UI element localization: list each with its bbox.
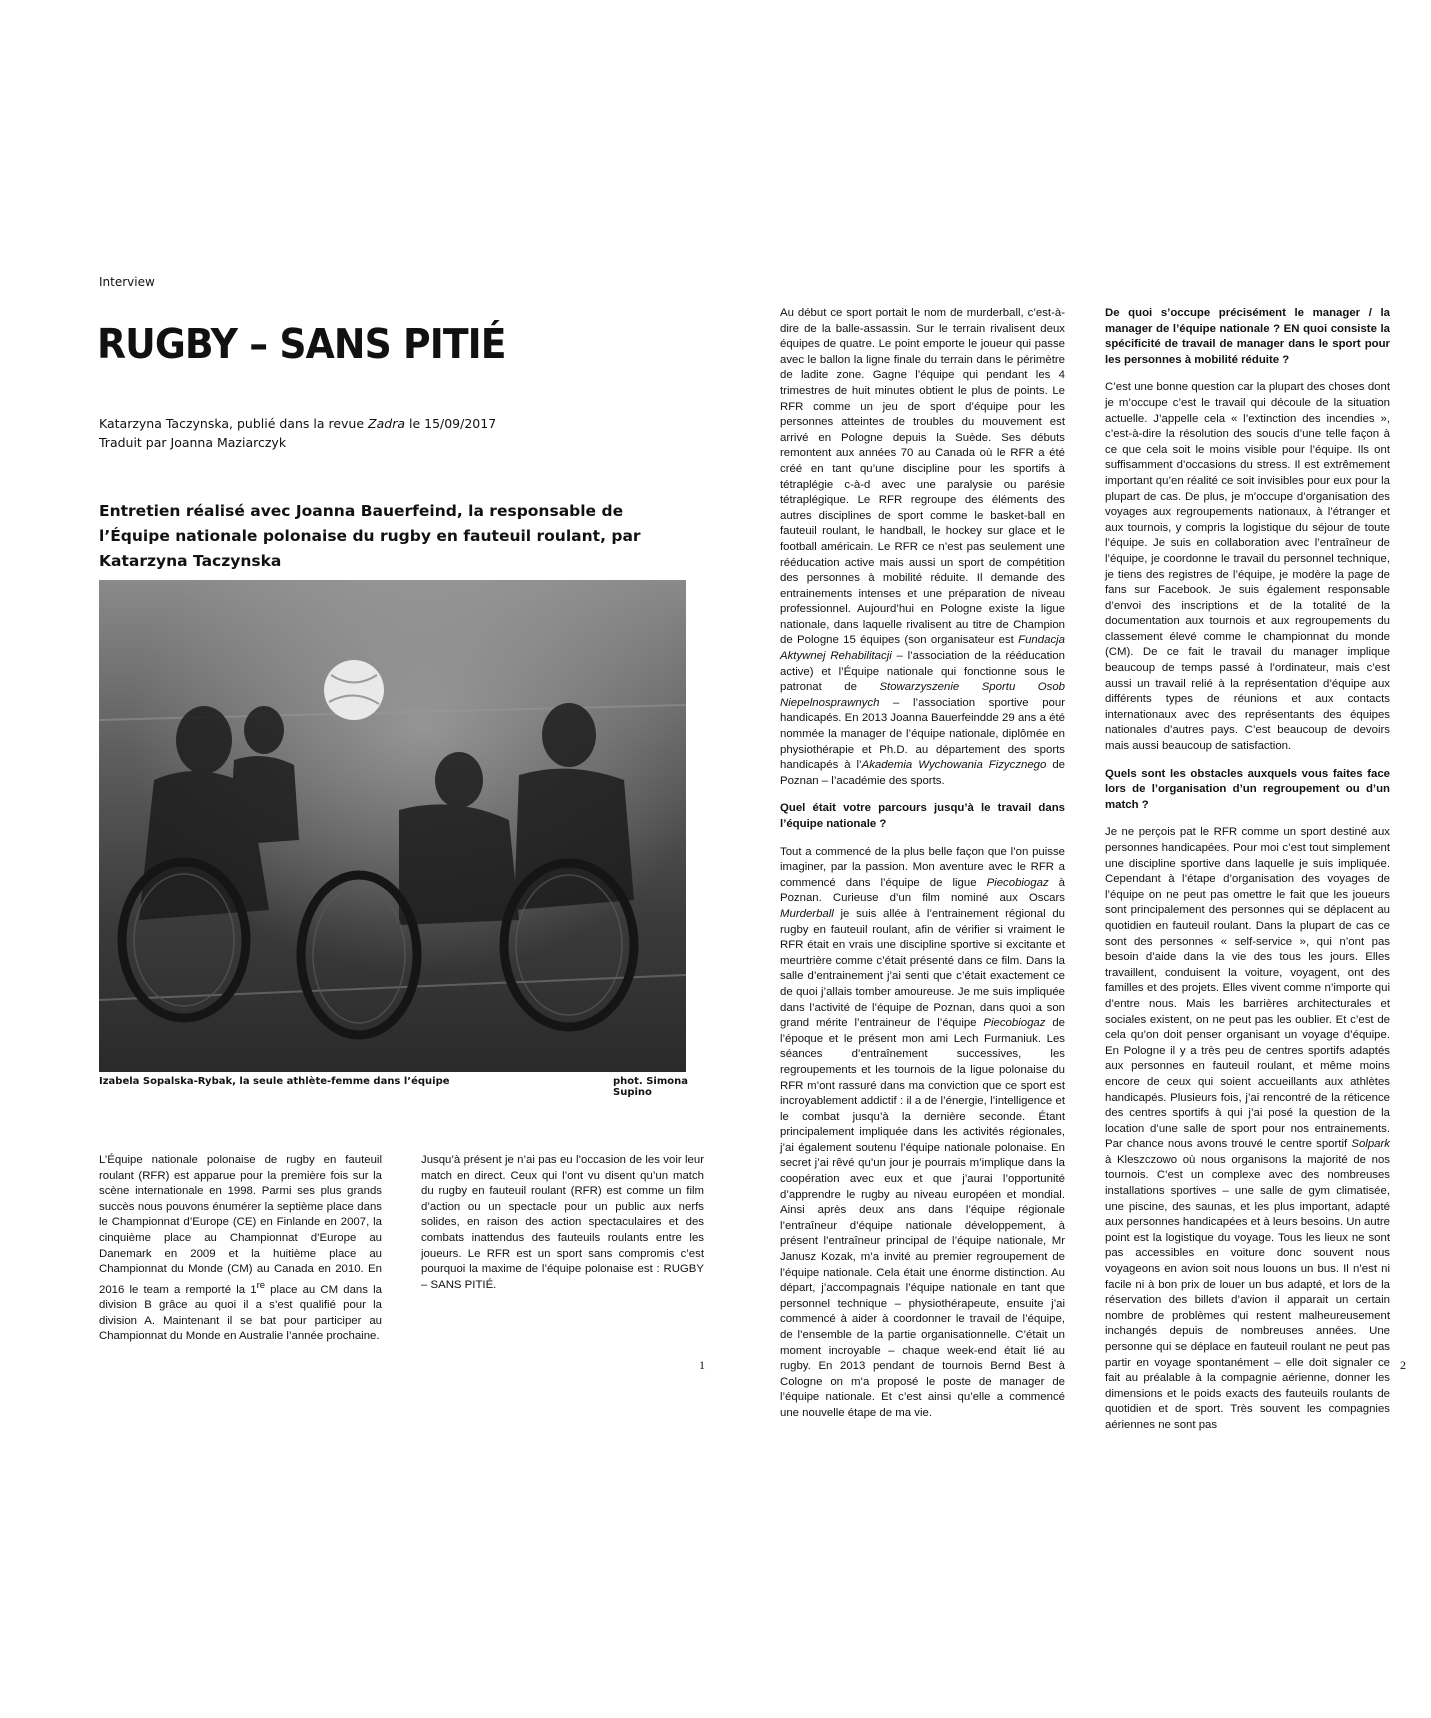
page-2 bbox=[716, 0, 1431, 1718]
article-title: RUGBY – SANS PITIÉ bbox=[97, 320, 506, 368]
byline bbox=[99, 414, 659, 452]
interview-question: De quoi s’occupe précisément le manager / la manager de l’équipe nationale ? EN quoi consiste la spécificité de travail de manager dans le sport pour les personnes à mobilité réduite ? bbox=[1105, 307, 1390, 366]
paragraph: Jusqu’à présent je n’ai pas eu l’occasion de les voir leur match en direct. Ceux qui l’ont vu disent qu’un match du rugby en fauteuil roulant (RFR) est comme un film d’action ou un spectacle pour un public aux nerfs solides, en raison des action spectaculaires et des combats inattendus des fauteuils roulants entre les joueurs. Le RFR est un sport sans compromis c’est pourquoi la maxime de l’équipe polonaise est : RUGBY – SANS PITIÉ. bbox=[421, 1154, 704, 1291]
interview-question: Quels sont les obstacles auxquels vous faites face lors de l’organisation d’un regroupement ou d’un match ? bbox=[1105, 767, 1390, 811]
intro-lede: Entretien réalisé avec Joanna Bauerfeind, la responsable de l’Équipe nationale polonaise du rugby en fauteuil roulant, par Katarzyna Taczynska bbox=[99, 502, 641, 570]
column-1 bbox=[99, 1153, 382, 1345]
page-number: 1 bbox=[699, 1358, 705, 1372]
page-number: 2 bbox=[1400, 1358, 1406, 1372]
paragraph: C’est une bonne question car la plupart des choses dont je m’occupe c’est le travail qui découle de la situation actuelle. J’appelle cela « l’extinction des incendies », c’est-à-dire la résolution des soucis d’une telle façon à ce que cela soit le moins visible pour l’équipe. Ils ont suffisamment d’occasions du stress. Il est extrêmement important qu’en réalité ce soit invisibles pour eux pour la plupart de cas. De plus, je m’occupe d’organisation des voyages aux regroupements nationaux, à l’étranger et aux tournois, y compris la logistique du séjour de toute l’équipe. Je suis en collaboration avec l’entraîneur de l’équipe, je coordonne le travail du personnel technique, je tiens des registres de l’équipe, je modère la page de fans sur Facebook. Je suis également responsable d’envoi des inscriptions et de la totalité de la documentation aux tournois et aux regroupements du classement élevé comme le championnat du monde (CM). De ce fait le travail du manager implique beaucoup de temps passé à l’ordinateur, mais c’est aussi un travail relié à la représentation d’équipe aux différents types de réunions et aux contacts internationaux avec des représentants des équipes nationales d’autres pays. C’est beaucoup de devoirs mais aussi beaucoup de satisfaction. bbox=[1105, 381, 1390, 753]
wheelchair-rugby-photo bbox=[99, 580, 686, 1072]
interview-question: Quel était votre parcours jusqu’à le travail dans l’équipe nationale ? bbox=[780, 802, 1065, 830]
article-photo bbox=[99, 580, 686, 1072]
paragraph: Tout a commencé de la plus belle façon que l’on puisse imaginer, par la passion. Mon aventure avec le RFR a commencé dans l’équipe de ligue Piecobiogaz à Poznan. Curieuse d’un film nominé aux Oscars Murderball je suis allée à l’entrainement régional du rugby en fauteuil roulant, afin de vérifier si vraiment le RFR était en vrais une discipline sportive si excitante et meurtrière comme c’était présenté dans ce film. Dans la salle d’entrainement j’ai senti que c’était exactement ce de quoi j’allais tomber amoureuse. Je me suis impliquée dans l’activité de l’équipe de Poznan, dans quoi a son grand mérite l’entraineur de l’équipe Piecobiogaz de l’époque et le présent mon ami Lech Furmaniuk. Les séances d’entraînement successives, les regroupements et les tournois de la ligue polonaise du RFR m’ont rassuré dans ma conviction que ce sport est incroyablement addictif : il a de l’énergie, l’intelligence et le combat jusqu’à la dernière seconde. Étant principalement impliquée dans les activités régionales, j’ai également soutenu l’équipe nationale polonaise. En secret j’ai rêvé qu’un jour je pourrais m’implique dans la coopération avec eux et que j’aurai l’opportunité d’apprendre le rugby au niveau européen et mondial. Ainsi après deux ans dans l’équipe régionale l’entraîneur d’équipe nationale développement, à présent l’entraîneur principal de l’équipe nationale, Mr Janusz Kozak, m’a invité au premier regroupement de l’équipe nationale. Cela était une énorme distinction. Au départ, j’accompagnais l’équipe nationale en tant que personnel technique – physiothérapeute, ensuite j’ai commencé à aider à coordonner le travail de l’équipe, de l’ensemble de la partie organisationnelle. C’était un moment incroyable – chaque week-end était lié au rugby. En 2013 pendant de tournois Bernd Best à Cologne on m’a proposé le poste de manager de l’équipe nationale. Et c’est ainsi qu’elle a commencé une nouvelle étape de ma vie. bbox=[780, 845, 1066, 1419]
paragraph: Au début ce sport portait le nom de murderball, c’est-à-dire de la balle-assassin. Sur le terrain rivalisent deux équipes de quatre. Le point emporte le joueur qui passe avec le ballon la ligne finale du terrain dans le périmètre de ladite zone. Gagne l’équipe qui pendant les 4 trimestres de huit minutes obtient le plus de points. Le RFR comme un jeu de sport d’équipe pour les personnes atteintes de troubles du mouvement est arrivé en Pologne depuis la Suède. Ses débuts remontent aux années 70 au Canada où le RFR a été créé en tant qu’une discipline pour les sportifs à tétraplégie c-à-d avec une paralysie ou parésie tétraplégique. Le RFR regroupe des éléments des autres disciplines de sport comme le basket-ball en fauteuil roulant, le handball, le hockey sur glace et le football américain. Le RFR ce n’est pas seulement une rééducation active mais aussi un sport de compétition des personnes à mobilité réduite. Il demande des entrainements intenses et une préparation de niveau professionnel. Aujourd’hui en Pologne existe la ligue nationale, dans laquelle rivalisent au titre de Champion de Pologne 15 équipes (son organisateur est Fundacja Aktywnej Rehabilitacji – l’association de la rééducation active) et l’Équipe nationale qui fonctionne sous le patronat de Stowarzyszenie Sportu Osob Niepelnosprawnych – l’association sportive pour handicapés. En 2013 Joanna Bauerfeindde 29 ans a été nommée la manager de l’équipe nationale, diplômée en physiothérapie et Ph.D. au département des sports handicapés à l’Akademia Wychowania Fizycznego de Poznan – l’académie des sports. bbox=[780, 307, 1065, 787]
photo-caption: Izabela Sopalska-Rybak, la seule athlète-femme dans l’équipe bbox=[99, 1076, 450, 1087]
column-2 bbox=[1105, 306, 1390, 1434]
column-1 bbox=[780, 306, 1065, 1422]
magazine-name: Zadra bbox=[368, 416, 405, 431]
byline-author-line: Katarzyna Taczynska, publié dans la revue Zadra le 15/09/2017 bbox=[99, 416, 497, 431]
section-kicker: Interview bbox=[99, 275, 155, 289]
byline-translator-line: Traduit par Joanna Maziarczyk bbox=[99, 435, 287, 450]
photo-credit: phot. Simona Supino bbox=[613, 1076, 688, 1098]
rugby-ball bbox=[324, 660, 384, 720]
paragraph: Je ne perçois pat le RFR comme un sport destiné aux personnes handicapées. Pour moi c’est tout simplement une discipline sportive dans laquelle je suis impliquée. Cependant à l’étape d’organisation des voyages de l’équipe on ne peut pas omettre le fait que les joueurs sont principalement des personnes qui se déplacent au quotidien en fauteuil roulant. Dans la plupart de cas ce sont des personnes « self-service », qui n’ont pas besoin d’aide dans la vie des tous les jours. Elles travaillent, conduisent la voiture, voyagent, ont des familles et des projets. Elles vivent comme n’importe qui d’entre nous. Mais les barrières architecturales et sociales existent, on ne peut pas les oublier. Et c’est de cela qu’on doit penser organisant un voyage d’équipe. En Pologne il y a très peu de centres sportifs adaptés aux personnes en fauteuil roulant, et même moins encore de ceux qui soient accueillants aux athlètes handicapés. Plusieurs fois, j’ai rencontré de la réticence des centres sportifs à qui j’ai posé la question de la location d’une salle de sport pour nos entrainements. Par chance nous avons trouvé le centre sportif Solpark à Kleszczowo où nous organisons la majorité de nos tournois. C’est un complexe avec des nombreuses installations sportives – une salle de gym climatisée, une piscine, des saunas, et les plus important, adapté aux personnes handicapées et à leurs besoins. Un autre point est la logistique du voyage. Tous les lieux ne sont pas accessibles en voiture donc souvent nous voyageons en avion soit nous louons un bus. Il n’est ni facile ni à bon prix de louer un bus adapté, et lors de la réservation des billets d’avion il apparait un certain nombre de problèmes qui restent malheureusement inchangés depuis de nombreuses années. Une personne qui se déplace en fauteuil roulant ne peut pas partir en voyage spontanément – elle doit signaler ce fait au préalable à la compagnie aérienne, donner les dimensions et le poids exacts des fauteuils roulants de quotidien et de sport. Très souvent les compagnies aériennes ne sont pas bbox=[1105, 826, 1390, 1431]
paragraph: L’Équipe nationale polonaise de rugby en fauteuil roulant (RFR) est apparue pour la première fois sur la scène internationale en 1998. Parmi ses plus grands succès nous pouvons énumérer la septième place dans le Championnat d’Europe (CE) en Finlande en 2007, la cinquième place au Championnat d’Europe au Danemark en 2009 et la huitième place au Championnat du Monde (CM) au Canada en 2010. En 2016 le team a remporté la 1re place au CM dans la division B grâce au quoi il a s’est qualifié pour la division A. Maintenant il se bat pour participer au Championnat du Monde en Australie l’année prochaine. bbox=[99, 1154, 382, 1343]
column-2 bbox=[421, 1153, 704, 1293]
